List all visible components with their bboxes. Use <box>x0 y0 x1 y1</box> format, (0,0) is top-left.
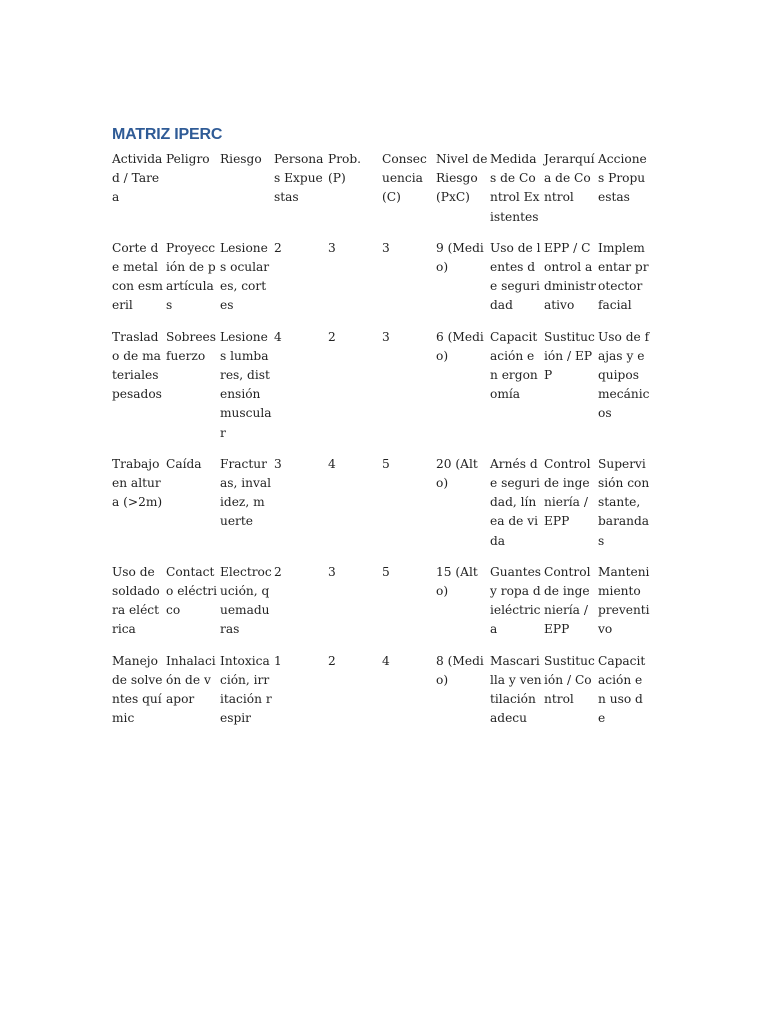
cell-jerarquia-control: Control de ingeniería / EPP <box>544 456 591 529</box>
cell-consecuencia: 3 <box>382 329 390 344</box>
cell-probabilidad: 2 <box>328 329 336 344</box>
cell-medidas-control: Uso de lentes de seguridad <box>490 240 541 313</box>
cell-consecuencia: 5 <box>382 456 390 471</box>
table-row <box>112 239 652 328</box>
header-nivel-riesgo: Nivel de Riesgo (PxC) <box>436 152 488 205</box>
cell-nivel-riesgo: 6 (Medio) <box>436 329 484 363</box>
cell-riesgo: Electrocución, quemaduras <box>220 564 272 637</box>
cell-nivel-riesgo: 15 (Alto) <box>436 564 478 599</box>
cell-actividad: Uso de soldadora eléctrica <box>112 564 160 637</box>
cell-actividad: Trabajo en altura (>2m) <box>112 456 163 510</box>
cell-personas: 4 <box>274 329 282 344</box>
cell-medidas-control: Arnés de seguridad, línea de vida <box>490 456 540 548</box>
cell-peligro: Inhalación de vapor <box>166 653 216 707</box>
iperc-matrix-table <box>112 150 652 740</box>
cell-medidas-control: Mascarilla y ventilación adecu <box>490 653 542 726</box>
table-row <box>112 563 652 652</box>
table-row <box>112 652 652 741</box>
header-jerarquia-control: Jerarquía de Control <box>544 152 595 205</box>
cell-actividad: Corte de metal con esmeril <box>112 240 163 313</box>
cell-actividad: Traslado de materiales pesados <box>112 329 162 402</box>
cell-probabilidad: 3 <box>328 240 336 255</box>
cell-personas: 2 <box>274 564 282 579</box>
cell-medidas-control: Capacitación en ergonomía <box>490 329 538 402</box>
cell-jerarquia-control: EPP / Control administrativo <box>544 240 596 313</box>
cell-consecuencia: 3 <box>382 240 390 255</box>
cell-riesgo: Lesiones oculares, cortes <box>220 240 270 313</box>
cell-probabilidad: 4 <box>328 456 336 471</box>
header-riesgo: Riesgo <box>220 152 262 166</box>
cell-consecuencia: 5 <box>382 564 390 579</box>
cell-nivel-riesgo: 20 (Alto) <box>436 456 478 491</box>
table-header-row <box>112 150 652 239</box>
header-personas: Personas Expuestas <box>274 152 324 205</box>
cell-personas: 3 <box>274 456 282 471</box>
cell-acciones-propuestas: Capacitación en uso de <box>598 653 646 726</box>
cell-peligro: Sobreesfuerzo <box>166 329 216 363</box>
header-peligro: Peligro <box>166 152 210 166</box>
cell-personas: 2 <box>274 240 282 255</box>
cell-peligro: Proyección de partículas <box>166 240 216 313</box>
cell-jerarquia-control: Sustitución / EPP <box>544 329 595 383</box>
document-title: MATRIZ IPERC <box>112 126 223 143</box>
cell-peligro: Contacto eléctrico <box>166 564 217 618</box>
cell-acciones-propuestas: Supervisión constante, barandas <box>598 456 650 548</box>
cell-actividad: Manejo de solventes químic <box>112 653 163 726</box>
header-actividad: Actividad / Tarea <box>112 152 163 205</box>
table-row <box>112 328 652 455</box>
cell-jerarquia-control: Control de ingeniería / EPP <box>544 564 591 637</box>
header-medidas-control: Medidas de Control Existentes <box>490 152 540 224</box>
header-consecuencia: Consecuencia (C) <box>382 152 427 205</box>
cell-riesgo: Fracturas, invalidez, muerte <box>220 456 272 529</box>
cell-personas: 1 <box>274 653 282 668</box>
cell-acciones-propuestas: Implementar protector facial <box>598 240 649 313</box>
cell-acciones-propuestas: Mantenimiento preventivo <box>598 564 650 637</box>
header-probabilidad: Prob. (P) <box>328 152 362 186</box>
cell-consecuencia: 4 <box>382 653 390 668</box>
cell-jerarquia-control: Sustitución / Control <box>544 653 595 707</box>
cell-acciones-propuestas: Uso de fajas y equipos mecánicos <box>598 329 650 421</box>
table-row <box>112 455 652 563</box>
cell-peligro: Caída <box>166 456 202 471</box>
cell-riesgo: Lesiones lumbares, distensión muscular <box>220 329 272 440</box>
cell-nivel-riesgo: 8 (Medio) <box>436 653 484 687</box>
header-acciones-propuestas: Acciones Propuestas <box>598 152 647 205</box>
cell-riesgo: Intoxicación, irritación respir <box>220 653 272 726</box>
cell-probabilidad: 2 <box>328 653 336 668</box>
cell-medidas-control: Guantes y ropa dieléctrica <box>490 564 542 637</box>
cell-probabilidad: 3 <box>328 564 336 579</box>
cell-nivel-riesgo: 9 (Medio) <box>436 240 484 275</box>
